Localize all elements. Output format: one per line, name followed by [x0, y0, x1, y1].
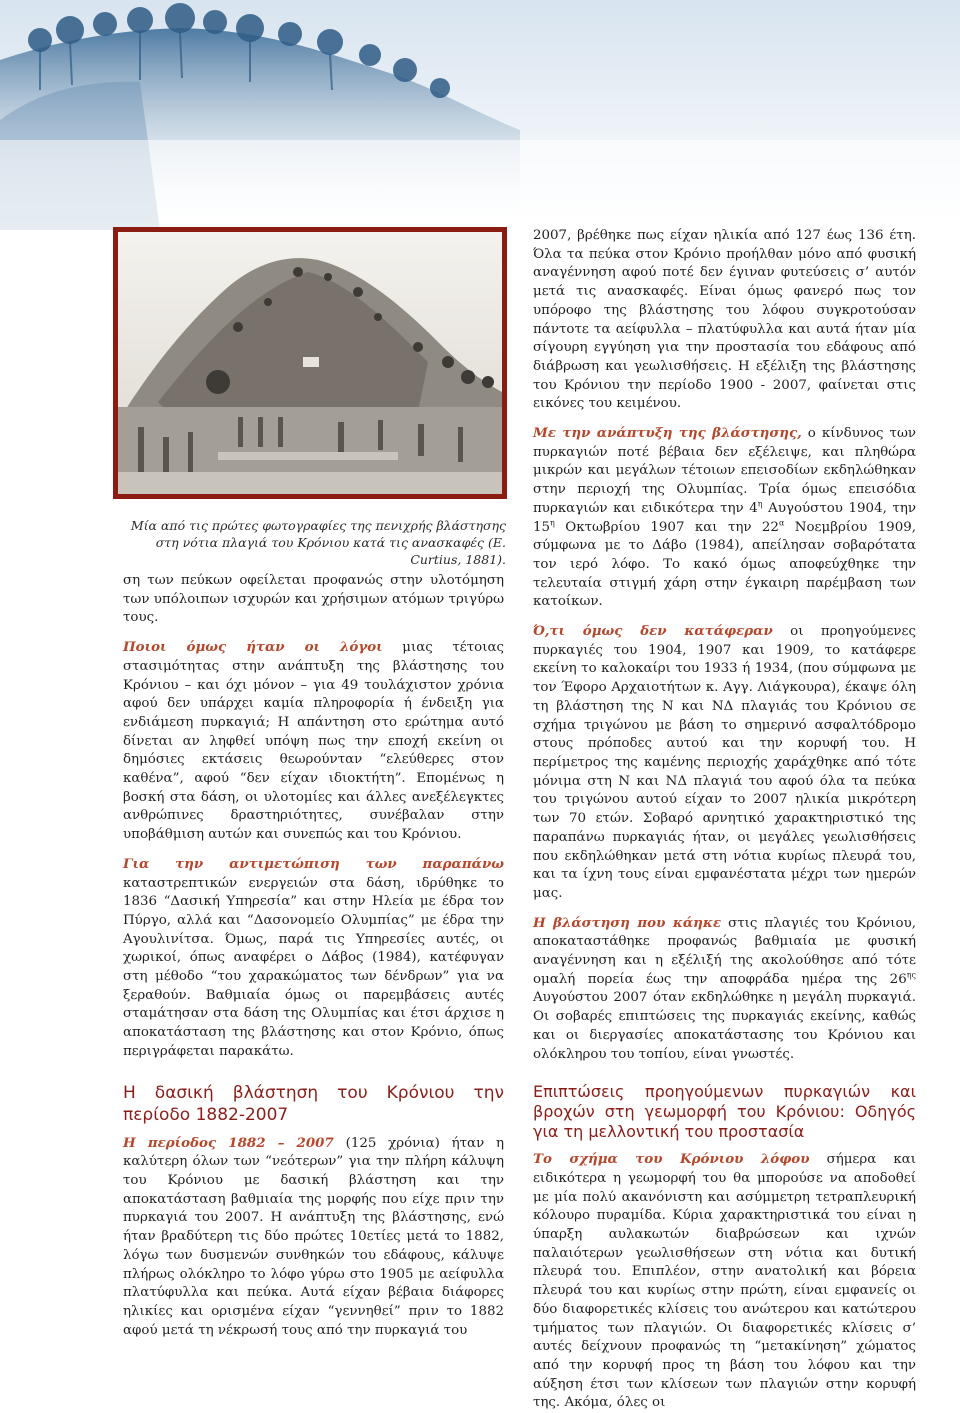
lead-phrase: Ό,τι όμως δεν κατάφεραν	[533, 623, 773, 640]
lead-phrase: Η περίοδος 1882 – 2007	[123, 1134, 334, 1151]
lead-phrase: Για την αντιμετώπιση των παραπάνω	[123, 855, 504, 872]
paragraph: Το σχήμα του Κρόνιου λόφου σήμερα και ειδικότερα η γεωμορφή του θα μπορούσε να αποδοθεί με μία πολύ ακανόνιστη και ασύμμετρη τετραπλευρική κόλουρο πυραμίδα. Κύρια χαρακτηριστικά του είναι η ύπαρξη αυλακωτών διαβρώσεων και ιχνών παλαιότερων γεωλισθήσεων στη νότια και δυτική πλευρά του. Επιπλέον, στην ανατολική και βόρεια πλευρά του και κυρίως στην πρώτη, είναι εμφανείς οι δύο διαφορετικές κλίσεις του ανώτερου και κατώτερου τμήματος των πλαγιών. Οι διαφορετικές κλίσεις σ’ αυτές δείχνουν προφανώς τη “μετακίνηση” χώματος από την κορυφή προς τη βάση του λόφου και την αύξηση έτσι των κλίσεων των πλαγιών στην κορυφή της. Ακόμα, όλες οι	[533, 1151, 916, 1411]
lead-phrase: Με την ανάπτυξη της βλάστησης,	[533, 425, 802, 442]
paragraph: 2007, βρέθηκε πως είχαν ηλικία από 127 έως 136 έτη. Όλα τα πεύκα στον Κρόνιο προήλθαν μόνο από φυσική αναγέννηση αφού ποτέ δεν έγιναν φυτεύσεις σ’ αυτόν μετά τις ανασκαφές. Είναι όμως φανερό πως τον υπόροφο της βλάστησης του λόφου συγκροτούσαν πάντοτε τα αείφυλλα – πλατύφυλλα και αυτά ήταν μία σίγουρη εγγύηση για την προστασία του εδάφους από διάβρωση και γεωλισθήσεις. Η εξέλιξη της βλάστησης του Κρόνιου την περίοδο 1900 - 2007, φαίνεται στις εικόνες του κειμένου.	[533, 228, 916, 412]
left-column	[123, 572, 504, 1340]
section-heading: Επιπτώσεις προηγούμενων πυρκαγιών και βροχών στη γεωμορφή του Κρόνιου: Οδηγός για τη μελλοντική του προστασία	[533, 1082, 916, 1142]
kronios-hill-photo	[118, 232, 502, 494]
paragraph: Ποιοι όμως ήταν οι λόγοι μιας τέτοιας στασιμότητας στην ανάπτυξη της βλάστησης του Κρόνιου – και όχι μόνον – για 49 τουλάχιστον χρόνια αφού δεν υπάρχει καμία πληροφορία ή ένδειξη για ενδιάμεση πυρκαγιά; Η απάντηση στο ερώτημα αυτό δίνεται αν ληφθεί υπόψη πως την εποχή εκείνη οι δημόσιες εκτάσεις θεωρούνταν “ελεύθερες στον καθένα”, αφού “δεν είχαν ιδιοκτήτη”. Επομένως η βοσκή στα δάση, οι υλοτομίες και άλλες ανεξέλεγκτες ανθρώπινες δραστηριότητες, συνέβαλαν στην υποβάθμιση αυτών και συνεπώς και του Κρόνιου.	[123, 639, 504, 843]
paragraph: Με την ανάπτυξη της βλάστησης, ο κίνδυνος των πυρκαγιών ποτέ βέβαια δεν εξέλειψε, και πληθώρα μικρών και μεγάλων τέτοιων επεισοδίων εκδηλώθηκαν στην περιοχή της Ολυμπίας. Τρία όμως επεισόδια πυρκαγιών και ειδικότερα την $4^\eta$ Αυγούστου 1904, την $15^\eta$ Οκτωβρίου 1907 και την $22^\alpha$ Νοεμβρίου 1909, σύμφωνα με το Δάβο (1984), απείλησαν σοβαρότατα τον ιερό λόφο. Το κακό όμως αποφεύχθηκε την τελευταία στιγμή χάρη στην έγκαιρη παρέμβαση των κατοίκων.	[533, 425, 917, 610]
lead-phrase: Το σχήμα του Κρόνιου λόφου	[533, 1151, 810, 1168]
historic-photo	[113, 227, 507, 499]
paragraph: Ό,τι όμως δεν κατάφεραν οι προηγούμενες πυρκαγιές του 1904, 1907 και 1909, το κατάφερε εκείνη το καλοκαίρι του 1933 ή 1934, (που σύμφωνα με τον Έφορο Αρχαιοτήτων κ. Αγγ. Λιάγκουρα), έκαψε όλη τη βλάστηση της Ν και ΝΔ πλαγιάς του Κρόνιου σε σχήμα τριγώνου με βάση το σημερινό ασφαλτόδρομο στους πρόποδες αυτού και την κορυφή του. Η περίμετρος της καμένης περιοχής χαράχθηκε από τότε μόνιμα στη Ν και ΝΔ πλαγιά του αφού όλα τα πεύκα του τριγώνου αυτού είχαν το 2007 ηλικία μικρότερη των 70 ετών. Σοβαρό αρνητικό χαρακτηριστικό της παραπάνω πυρκαγιάς ήταν, οι μεγάλες γεωλισθήσεις που εκδηλώθηκαν μετά στη νότια κυρίως πλευρά του, και τα ίχνη τους είναι εμφανέστατα μέχρι των ημερών μας.	[533, 623, 916, 901]
banner-photo	[0, 0, 960, 230]
paragraph: ση των πεύκων οφείλεται προφανώς στην υλοτόμηση των υπόλοιπων ισχυρών και χρήσιμων ατόμων τριγύρω τους.	[123, 573, 504, 626]
right-column	[533, 227, 916, 1413]
paragraph: Η περίοδος 1882 – 2007 (125 χρόνια) ήταν η καλύτερη όλων των “νεότερων” για την πλήρη κάλυψη του Κρόνιου με δασική βλάστηση και την αποκατάσταση βαθμιαία της μορφής που είχε πριν την πυρκαγιά του 2007. Η ανάπτυξη της βλάστησης, ενώ ήταν βραδύτερη τις δύο πρώτες 10ετίες μετά το 1882, λόγω των δυσμενών συνθηκών του εδάφους, κάλυψε πλήρως ολόκληρο το λόφο γύρω στο 1905 με αείφυλλα πλατύφυλλα και πεύκα. Αυτά είχαν βέβαια διάφορες ηλικίες και ορισμένα είχαν “γεννηθεί” πριν το 1882 αφού μετά τη νέκρωσή τους από την πυρκαγιά του	[123, 1134, 504, 1338]
paragraph: Για την αντιμετώπιση των παραπάνω καταστρεπτικών ενεργειών στα δάση, ιδρύθηκε το 1836 “Δασική Υπηρεσία” και στην Ηλεία με έδρα τον Πύργο, αλλά και “Δασονομείο Ολυμπίας” με έδρα την Αγουλινίτσα. Όμως, παρά τις Υπηρεσίες αυτές, οι χωρικοί, όπως αναφέρει ο Δάβος (1984), κατέφυγαν στη μέθοδο “του χαρακώματος των δένδρων” για να ξεραθούν. Βαθμιαία όμως οι παρεμβάσεις αυτές σταμάτησαν στα δάση της Ολυμπίας και έτσι άρχισε η αποκατάσταση της βλάστησης και στον Κρόνιο, όπως περιγράφεται παρακάτω.	[123, 855, 504, 1059]
lead-phrase: Η βλάστηση που κάηκε	[533, 914, 722, 931]
paragraph: Η βλάστηση που κάηκε στις πλαγιές του Κρόνιου, αποκαταστάθηκε προφανώς βαθμιαία με φυσική αναγέννηση και η εξέλιξή της ακολούθησε από τότε ομαλή πορεία έως την αποφράδα ημέρα της $26^{\eta\varsigma}$ Αυγούστου 2007 όταν εκδηλώθηκε η μεγάλη πυρκαγιά. Οι σοβαρές επιπτώσεις της πυρκαγιάς εκείνης, καθώς και οι διεργασίες αποκατάστασης του Κρόνιου και ολόκληρου του τοπίου, είναι γνωστές.	[533, 914, 916, 1062]
section-heading: Η δασική βλάστηση του Κρόνιου την περίοδο 1882-2007	[123, 1082, 504, 1125]
lead-phrase: Ποιοι όμως ήταν οι λόγοι	[123, 639, 383, 656]
photo-caption: Μία από τις πρώτες φωτογραφίες της πενιχρής βλάστησης στη νότια πλαγιά του Κρόνιου κατά τις ανασκαφές (E. Curtius, 1881).	[130, 518, 506, 567]
